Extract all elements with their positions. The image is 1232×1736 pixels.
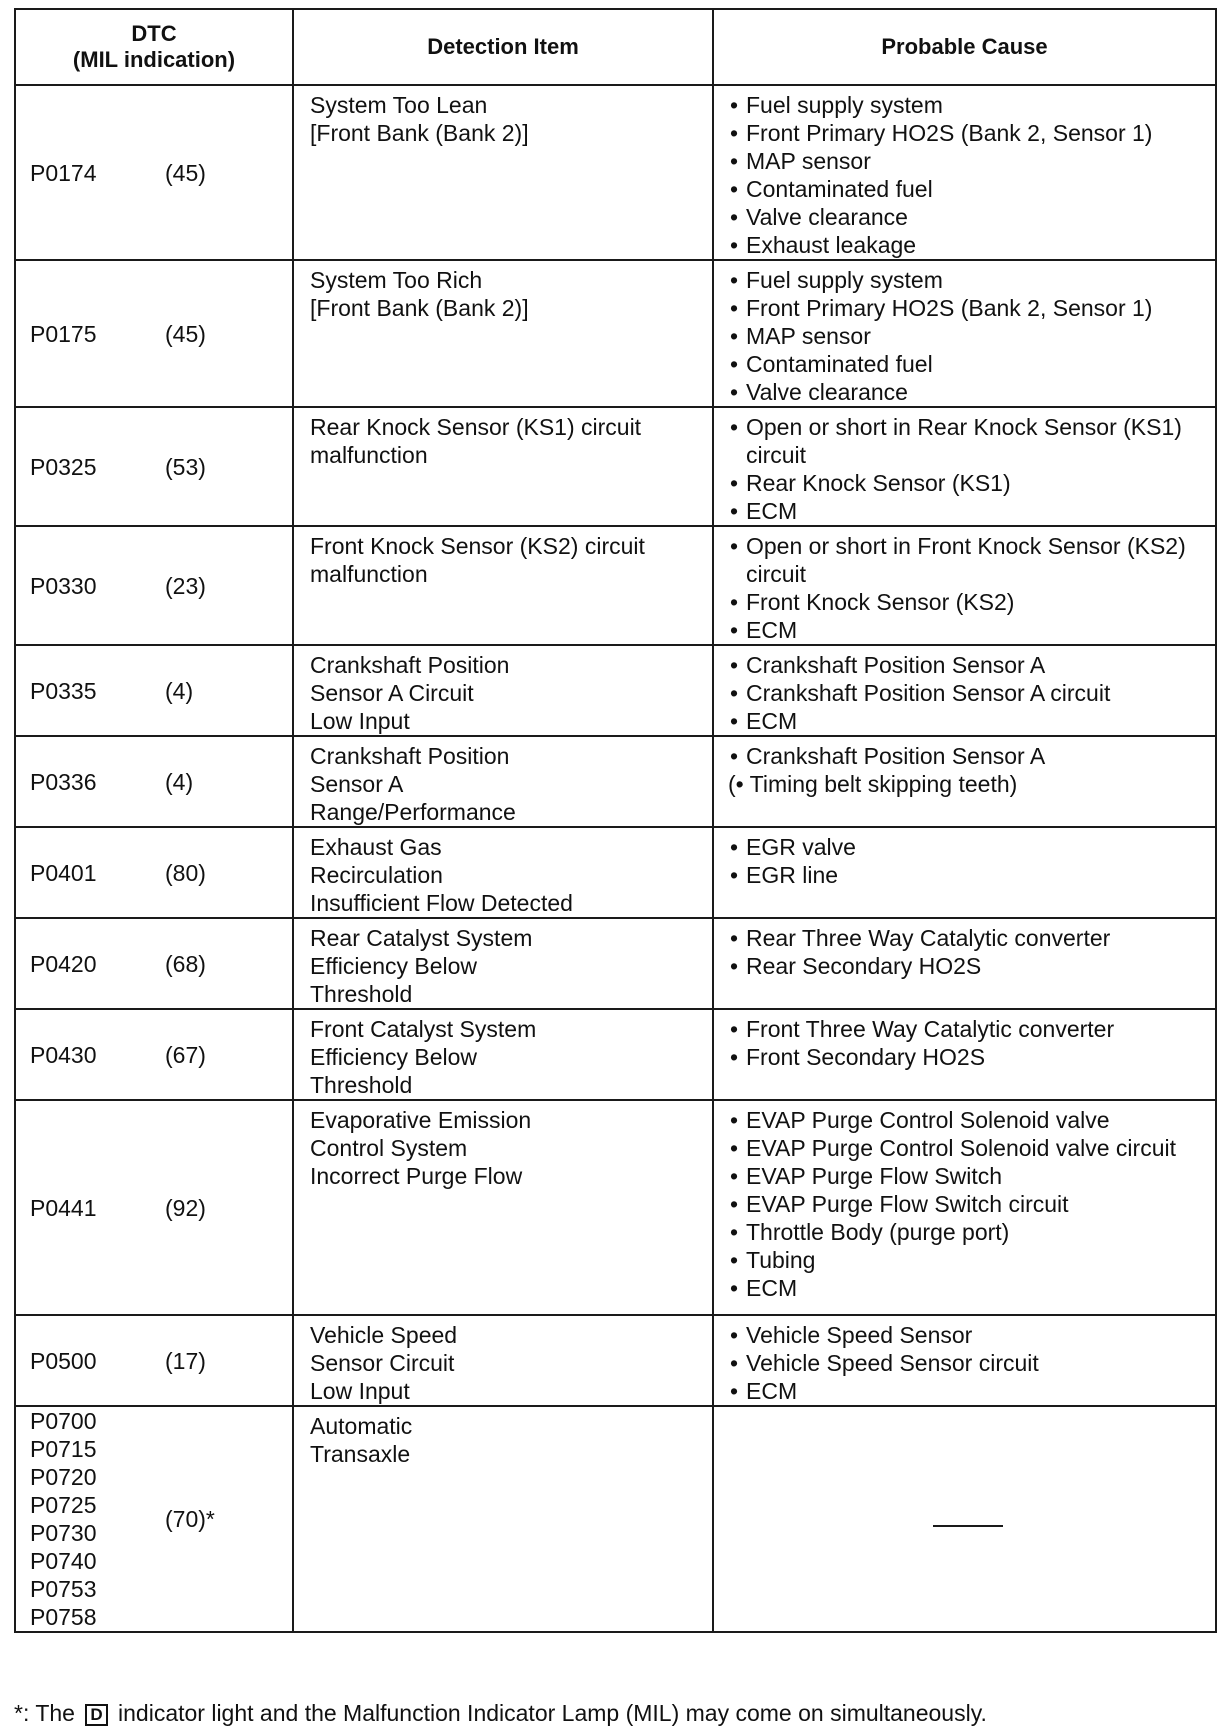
detection-item-line: Rear Catalyst System — [310, 925, 533, 951]
dtc-cell — [15, 1100, 293, 1315]
table-row — [15, 85, 1216, 260]
detection-item-line: Range/Performance — [310, 799, 516, 825]
detection-item-line: Sensor Circuit — [310, 1350, 455, 1376]
probable-cause-cell — [713, 1315, 1216, 1406]
dtc-code: P0174 — [30, 159, 97, 186]
detection-item-line: Transaxle — [310, 1441, 411, 1467]
footnote-text: indicator light and the Malfunction Indicator Lamp (MIL) may come on simultaneously. — [118, 1700, 987, 1726]
probable-cause-cell — [713, 407, 1216, 526]
cause-list — [728, 413, 1207, 525]
dtc-cell-content — [30, 859, 292, 887]
detection-item-line: Rear Knock Sensor (KS1) circuit — [310, 414, 642, 440]
dtc-code: P0720 — [30, 1464, 97, 1490]
mil-indication: (45) — [165, 320, 206, 347]
detection-item-line: Insufficient Flow Detected — [310, 890, 573, 916]
table-row — [15, 1100, 1216, 1315]
dtc-code-list — [30, 950, 165, 978]
detection-item-cell — [293, 645, 713, 736]
header-cause: Probable Cause — [713, 9, 1216, 85]
dtc-code: P0753 — [30, 1576, 97, 1602]
dtc-cell — [15, 407, 293, 526]
cause-item: • Open or short in Rear Knock Sensor (KS1) circuit — [728, 413, 1207, 469]
detection-item-line: Sensor A — [310, 771, 404, 797]
detection-item-line: Evaporative Emission — [310, 1107, 532, 1133]
cause-item: • MAP sensor — [728, 147, 1207, 175]
cause-item: • Front Knock Sensor (KS2) — [728, 588, 1207, 616]
probable-cause-cell — [713, 827, 1216, 918]
dtc-code: P0330 — [30, 572, 97, 599]
header-dtc-line1: DTC — [131, 21, 177, 46]
cause-item: • Fuel supply system — [728, 91, 1207, 119]
dtc-code: P0730 — [30, 1520, 97, 1546]
header-dtc-line2: (MIL indication) — [72, 47, 236, 72]
detection-item-cell — [293, 260, 713, 407]
dtc-code: P0175 — [30, 320, 97, 347]
dtc-cell — [15, 1009, 293, 1100]
dtc-code-list — [30, 1347, 165, 1375]
dtc-cell — [15, 736, 293, 827]
cause-list — [728, 1015, 1207, 1071]
detection-item-cell — [293, 1009, 713, 1100]
detection-item-line: Sensor A Circuit — [310, 680, 474, 706]
probable-cause-cell — [713, 526, 1216, 645]
detection-item-line: Efficiency Below — [310, 953, 478, 979]
cause-item: • EGR line — [728, 861, 1207, 889]
table-row — [15, 1406, 1216, 1632]
dtc-code-list — [30, 1407, 165, 1631]
table-row — [15, 260, 1216, 407]
dtc-code-list — [30, 572, 165, 600]
table-row — [15, 736, 1216, 827]
table-row — [15, 1009, 1216, 1100]
detection-item-line: Control System — [310, 1135, 468, 1161]
cause-item: • Vehicle Speed Sensor circuit — [728, 1349, 1207, 1377]
table-row — [15, 827, 1216, 918]
cause-item: • EVAP Purge Flow Switch circuit — [728, 1190, 1207, 1218]
detection-item-line: System Too Rich — [310, 267, 483, 293]
detection-item-cell — [293, 1315, 713, 1406]
empty-dash — [933, 1525, 1003, 1527]
cause-list — [728, 266, 1207, 406]
probable-cause-cell — [713, 260, 1216, 407]
detection-item-line: malfunction — [310, 561, 428, 587]
dtc-code: P0700 — [30, 1408, 97, 1434]
cause-item: • Contaminated fuel — [728, 175, 1207, 203]
detection-item-cell — [293, 85, 713, 260]
dtc-code-list — [30, 1194, 165, 1222]
cause-item: • Contaminated fuel — [728, 350, 1207, 378]
detection-item-line: Efficiency Below — [310, 1044, 478, 1070]
cause-list — [728, 833, 1207, 889]
detection-item-cell — [293, 1100, 713, 1315]
dtc-cell — [15, 85, 293, 260]
dtc-code: P0500 — [30, 1347, 97, 1374]
cause-item: • Front Primary HO2S (Bank 2, Sensor 1) — [728, 119, 1207, 147]
detection-item-line: Vehicle Speed — [310, 1322, 458, 1348]
dtc-cell — [15, 827, 293, 918]
dtc-cell-content — [30, 1041, 292, 1069]
cause-item: • Crankshaft Position Sensor A — [728, 651, 1207, 679]
probable-cause-cell — [713, 1406, 1216, 1632]
mil-indication: (45) — [165, 159, 206, 186]
dtc-cell — [15, 918, 293, 1009]
cause-item: • ECM — [728, 707, 1207, 735]
dtc-cell-content — [30, 677, 292, 705]
probable-cause-cell — [713, 918, 1216, 1009]
cause-list — [728, 1321, 1207, 1405]
dtc-cell-content — [30, 1194, 292, 1222]
detection-item-line: Automatic — [310, 1413, 413, 1439]
cause-item: • Front Secondary HO2S — [728, 1043, 1207, 1071]
dtc-cell — [15, 1406, 293, 1632]
detection-item-line: malfunction — [310, 442, 428, 468]
probable-cause-cell — [713, 85, 1216, 260]
dtc-code: P0401 — [30, 859, 97, 886]
dtc-table-body — [15, 85, 1216, 1632]
detection-item-cell — [293, 827, 713, 918]
detection-item-line: Front Catalyst System — [310, 1016, 537, 1042]
detection-item-cell — [293, 736, 713, 827]
header-detection: Detection Item — [293, 9, 713, 85]
footnote-prefix: *: The — [14, 1700, 75, 1726]
table-row — [15, 1315, 1216, 1406]
dtc-code-list — [30, 320, 165, 348]
mil-indication: (53) — [165, 453, 206, 480]
probable-cause-cell — [713, 645, 1216, 736]
cause-item: • Fuel supply system — [728, 266, 1207, 294]
detection-item-line: Threshold — [310, 981, 413, 1007]
detection-item-cell — [293, 526, 713, 645]
dtc-code-list — [30, 768, 165, 796]
detection-item-line: Exhaust Gas — [310, 834, 442, 860]
detection-item-line: Low Input — [310, 708, 410, 734]
dtc-code: P0441 — [30, 1194, 97, 1221]
cause-item: • ECM — [728, 616, 1207, 644]
no-cause — [728, 1517, 1207, 1527]
detection-item-cell — [293, 1406, 713, 1632]
mil-indication: (4) — [165, 768, 194, 795]
detection-item-line: System Too Lean — [310, 92, 488, 118]
detection-item-line: Incorrect Purge Flow — [310, 1163, 523, 1189]
table-row — [15, 918, 1216, 1009]
dtc-cell — [15, 1315, 293, 1406]
dtc-table — [14, 8, 1217, 1633]
cause-item: • ECM — [728, 1274, 1207, 1302]
cause-item: • ECM — [728, 1377, 1207, 1405]
dtc-cell-content — [30, 768, 292, 796]
mil-indication: (17) — [165, 1347, 206, 1374]
dtc-cell-content — [30, 572, 292, 600]
mil-indication: (67) — [165, 1041, 206, 1068]
dtc-cell — [15, 260, 293, 407]
mil-indication: (4) — [165, 677, 194, 704]
mil-indication: (70)* — [165, 1506, 215, 1532]
cause-item: • EGR valve — [728, 833, 1207, 861]
dtc-code: P0715 — [30, 1436, 97, 1462]
dtc-code: P0420 — [30, 950, 97, 977]
dtc-code-list — [30, 453, 165, 481]
dtc-cell-content — [30, 950, 292, 978]
probable-cause-cell — [713, 736, 1216, 827]
probable-cause-cell — [713, 1009, 1216, 1100]
cause-item: • Front Three Way Catalytic converter — [728, 1015, 1207, 1043]
mil-indication: (23) — [165, 572, 206, 599]
header-dtc — [15, 9, 293, 85]
cause-item: • EVAP Purge Control Solenoid valve circuit — [728, 1134, 1207, 1162]
cause-item: • Front Primary HO2S (Bank 2, Sensor 1) — [728, 294, 1207, 322]
dtc-cell-content — [30, 453, 292, 481]
table-row — [15, 645, 1216, 736]
mil-indication: (80) — [165, 859, 206, 886]
detection-item-line: Crankshaft Position — [310, 652, 510, 678]
dtc-cell — [15, 526, 293, 645]
cause-list — [728, 924, 1207, 980]
dtc-code-list — [30, 677, 165, 705]
cause-list — [728, 742, 1207, 770]
cause-item: • Rear Knock Sensor (KS1) — [728, 469, 1207, 497]
detection-item-cell — [293, 407, 713, 526]
cause-item: • Crankshaft Position Sensor A — [728, 742, 1207, 770]
dtc-code: P0725 — [30, 1492, 97, 1518]
cause-item: • Tubing — [728, 1246, 1207, 1274]
footnote — [14, 1700, 987, 1727]
dtc-code: P0430 — [30, 1041, 97, 1068]
cause-item: • Valve clearance — [728, 203, 1207, 231]
cause-list — [728, 91, 1207, 259]
dtc-code: P0336 — [30, 768, 97, 795]
cause-item: • MAP sensor — [728, 322, 1207, 350]
dtc-code: P0325 — [30, 453, 97, 480]
detection-item-line: Front Knock Sensor (KS2) circuit — [310, 533, 645, 559]
cause-item: • ECM — [728, 497, 1207, 525]
cause-item: • Exhaust leakage — [728, 231, 1207, 259]
cause-list — [728, 651, 1207, 735]
mil-indication: (68) — [165, 950, 206, 977]
mil-indication: (92) — [165, 1194, 206, 1221]
probable-cause-cell — [713, 1100, 1216, 1315]
header-row — [15, 9, 1216, 85]
detection-item-line: Threshold — [310, 1072, 413, 1098]
detection-item-line: [Front Bank (Bank 2)] — [310, 295, 529, 321]
cause-item: • Vehicle Speed Sensor — [728, 1321, 1207, 1349]
detection-item-line: Recirculation — [310, 862, 443, 888]
detection-item-line: [Front Bank (Bank 2)] — [310, 120, 529, 146]
cause-item: • EVAP Purge Control Solenoid valve — [728, 1106, 1207, 1134]
d-indicator-icon: D — [85, 1704, 107, 1726]
dtc-cell-content — [30, 320, 292, 348]
detection-item-line: Crankshaft Position — [310, 743, 510, 769]
cause-list — [728, 532, 1207, 644]
dtc-code: P0740 — [30, 1548, 97, 1574]
cause-item: • Throttle Body (purge port) — [728, 1218, 1207, 1246]
dtc-table-sheet — [14, 8, 1215, 1633]
table-row — [15, 526, 1216, 645]
dtc-code: P0335 — [30, 677, 97, 704]
cause-item: • Open or short in Front Knock Sensor (KS2) circuit — [728, 532, 1207, 588]
cause-item: • Rear Three Way Catalytic converter — [728, 924, 1207, 952]
dtc-cell-content — [30, 1347, 292, 1375]
dtc-cell — [15, 645, 293, 736]
cause-item: • Crankshaft Position Sensor A circuit — [728, 679, 1207, 707]
cause-list — [728, 1106, 1207, 1302]
cause-item: • Valve clearance — [728, 378, 1207, 406]
cause-item: • Rear Secondary HO2S — [728, 952, 1207, 980]
dtc-code-list — [30, 859, 165, 887]
cause-item: • EVAP Purge Flow Switch — [728, 1162, 1207, 1190]
detection-item-line: Low Input — [310, 1378, 410, 1404]
dtc-code: P0758 — [30, 1604, 97, 1630]
dtc-cell-content — [30, 159, 292, 187]
dtc-cell-content — [30, 1407, 292, 1631]
dtc-code-list — [30, 159, 165, 187]
detection-item-cell — [293, 918, 713, 1009]
dtc-code-list — [30, 1041, 165, 1069]
table-row — [15, 407, 1216, 526]
cause-note: (• Timing belt skipping teeth) — [728, 771, 1018, 797]
